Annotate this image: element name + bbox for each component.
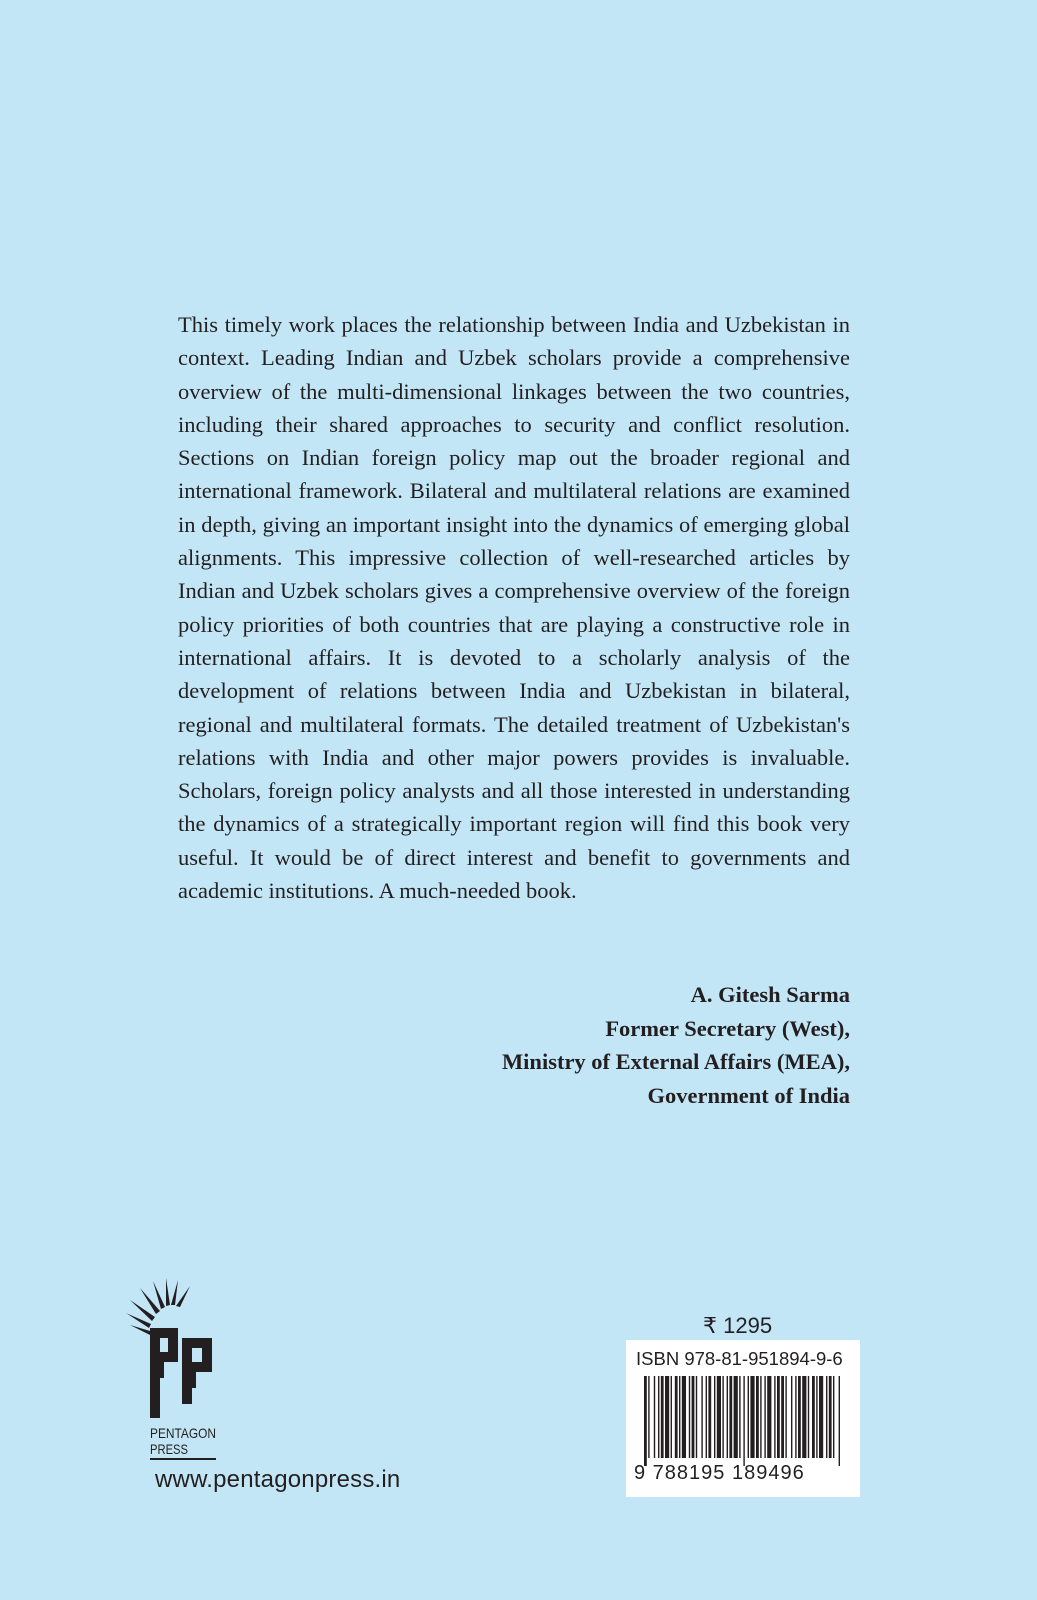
barcode-bar bbox=[727, 1376, 728, 1458]
endorser-name: A. Gitesh Sarma bbox=[690, 982, 850, 1007]
isbn-label: ISBN 978-81-951894-9-6 bbox=[636, 1348, 843, 1369]
barcode-bar bbox=[748, 1376, 749, 1458]
barcode-bar bbox=[795, 1376, 796, 1458]
barcode-bar bbox=[839, 1376, 840, 1466]
barcode-bar bbox=[658, 1376, 659, 1458]
barcode-bar bbox=[661, 1376, 664, 1458]
endorsement-attribution bbox=[250, 978, 850, 1112]
barcode-bar bbox=[739, 1376, 740, 1458]
barcode-bar bbox=[701, 1376, 702, 1458]
barcode-bar bbox=[696, 1376, 697, 1458]
barcode-bar bbox=[816, 1376, 817, 1458]
barcode-bar bbox=[722, 1376, 723, 1458]
barcode-bar bbox=[679, 1376, 680, 1458]
sunburst-rays-icon bbox=[126, 1278, 190, 1335]
barcode-bar bbox=[774, 1376, 775, 1458]
barcode-bar bbox=[819, 1376, 823, 1458]
logo-text-pentagon: PENTAGON bbox=[150, 1425, 216, 1441]
barcode-bar bbox=[734, 1376, 738, 1458]
logo-text-press: PRESS bbox=[150, 1441, 188, 1457]
barcode-bar bbox=[743, 1376, 744, 1466]
barcode-bar bbox=[692, 1376, 695, 1458]
barcode-bar bbox=[682, 1376, 686, 1458]
barcode-bar bbox=[808, 1376, 809, 1458]
barcode-bar bbox=[777, 1376, 780, 1458]
barcode-bar bbox=[706, 1376, 707, 1458]
barcode-bar bbox=[756, 1376, 759, 1458]
barcode-bar bbox=[826, 1376, 827, 1458]
endorser-ministry: Ministry of External Affairs (MEA), bbox=[501, 1049, 850, 1074]
barcode-bar bbox=[812, 1376, 815, 1458]
barcode-bar bbox=[714, 1376, 715, 1458]
barcode-bar bbox=[671, 1376, 672, 1458]
barcode-bar bbox=[729, 1376, 732, 1458]
barcode-bar bbox=[665, 1376, 669, 1458]
barcode-bar bbox=[791, 1376, 792, 1458]
barcode-bar bbox=[833, 1376, 834, 1458]
barcode-bar bbox=[767, 1376, 771, 1458]
endorser-government: Government of India bbox=[647, 1082, 850, 1108]
barcode-bar bbox=[798, 1376, 801, 1458]
isbn-barcode-panel bbox=[626, 1340, 860, 1497]
endorser-title: Former Secretary (West), bbox=[605, 1015, 850, 1041]
publisher-website[interactable]: www.pentagonpress.in bbox=[155, 1466, 401, 1493]
barcode-bar bbox=[717, 1376, 721, 1458]
barcode-digits: 9 788195 189496 bbox=[634, 1462, 805, 1484]
barcode-bar bbox=[764, 1376, 765, 1458]
barcode-bar bbox=[781, 1376, 784, 1458]
back-cover-blurb: This timely work places the relationship between India and Uzbekistan in context. Leading Indian and Uzbek scholars provide a comprehensive overview of the multi-dimensional linkages between the two countries, including their shared approaches to security and conflict resolution. Sections on Indian foreign policy map out the broader regional and international framework. Bilateral and multilateral relations are examined in depth, giving an important insight into the dynamics of emerging global alignments. This impressive collection of well-researched articles by Indian and Uzbek scholars gives a comprehensive overview of the foreign policy priorities of both countries that are playing a constructive role in international affairs. It is devoted to a scholarly analysis of the development of relations between India and Uzbekistan in bilateral, regional and multilateral formats. The detailed treatment of Uzbekistan's relations with India and other major powers provides is invaluable. Scholars, foreign policy analysts and all those interested in understanding the dynamics of a strategically important region will find this book very useful. It would be of direct interest and benefit to governments and academic institutions. A much-needed book. bbox=[178, 312, 850, 904]
pentagon-press-logo bbox=[120, 1278, 230, 1468]
barcode-bar bbox=[750, 1376, 754, 1458]
barcode-bar bbox=[802, 1376, 806, 1458]
barcode-bar bbox=[689, 1376, 690, 1458]
pp-monogram-icon bbox=[150, 1328, 212, 1418]
barcode-bar bbox=[785, 1376, 786, 1458]
barcode-icon bbox=[644, 1376, 844, 1466]
barcode-bar bbox=[648, 1376, 649, 1458]
barcode-bar bbox=[644, 1376, 647, 1466]
barcode-bar bbox=[760, 1376, 761, 1458]
barcode-bar bbox=[675, 1376, 678, 1458]
barcode-bar bbox=[708, 1376, 711, 1458]
barcode-bar bbox=[829, 1376, 832, 1458]
price-label: ₹ 1295 bbox=[703, 1313, 773, 1338]
barcode-bar bbox=[654, 1376, 655, 1458]
